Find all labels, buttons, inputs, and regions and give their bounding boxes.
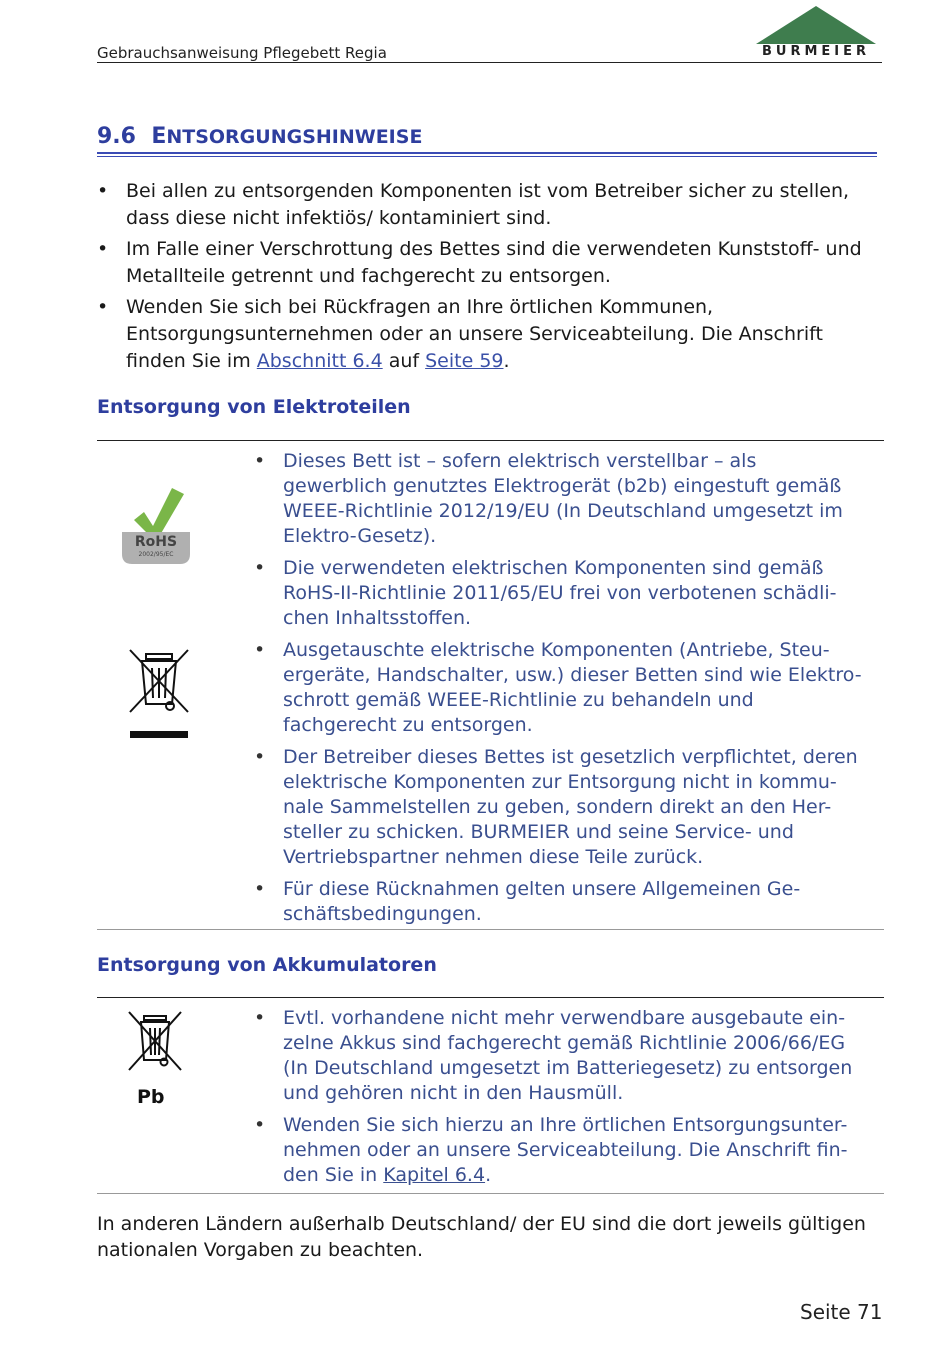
list-item: • Die verwendeten elektrischen Komponenten sind gemäß RoHS-II-Richtlinie 2011/65/EU frei von verbotenen schädli-chen Inhaltsstoffen.	[254, 556, 864, 631]
battery-bin-icon	[126, 1010, 184, 1074]
rohs-sublabel: 2002/95/EC	[138, 551, 174, 558]
list-item-text: .	[503, 350, 510, 372]
rohs-icon	[120, 484, 192, 566]
electro-heading: Entsorgung von Elektroteilen	[97, 396, 411, 418]
list-item-text: Wenden Sie sich bei Rückfragen an Ihre örtlichen Kommunen, Entsorgungsunternehmen oder an unsere Serviceabteilung. Die Anschrift finden Sie im	[126, 296, 823, 372]
table-top-rule	[97, 997, 884, 998]
list-item: • Der Betreiber dieses Bettes ist gesetzlich verpflichtet, deren elektrische Komponenten zur Entsorgung nicht in kommu-nale Sammelstellen zu geben, sondern direkt an den Her-steller zu schicken. BURMEIER und seine Service- und Vertriebspartner nehmen diese Teile zurück.	[254, 745, 864, 870]
logo-text: BURMEIER	[761, 44, 871, 59]
battery-heading: Entsorgung von Akkumulatoren	[97, 954, 437, 976]
table-bottom-rule	[97, 929, 884, 930]
section-title	[97, 124, 422, 149]
document-header-title: Gebrauchsanweisung Pflegebett Regia	[97, 44, 387, 62]
list-item: • Dieses Bett ist – sofern elektrisch verstellbar – als gewerblich genutztes Elektrogerät (b2b) eingestuft gemäß WEEE-Richtlinie 2012/19/EU (In Deutschland umgesetzt im Elektro-Gesetz).	[254, 449, 864, 549]
logo-roof-icon	[756, 6, 876, 44]
list-item-text: auf	[382, 350, 426, 372]
list-item: • Bei allen zu entsorgenden Komponenten ist vom Betreiber sicher zu stellen, dass diese nicht infektiös/ kontaminiert sind.	[97, 178, 877, 232]
section-rule-thin	[97, 156, 877, 157]
list-item: • Im Falle einer Verschrottung des Bettes sind die verwendeten Kunststoff- und Metallteile getrennt und fachgerecht zu entsorgen.	[97, 236, 877, 290]
section-number: 9.6	[97, 124, 136, 149]
header-rule	[97, 62, 882, 63]
battery-bullet-list	[254, 1006, 864, 1195]
list-item-text: .	[485, 1164, 492, 1186]
list-item	[254, 1113, 864, 1188]
link-abschnitt-6-4[interactable]: Abschnitt 6.4	[256, 350, 383, 372]
page-number: Seite 71	[800, 1300, 883, 1324]
list-item: • Ausgetauschte elektrische Komponenten (Antriebe, Steu-ergeräte, Handschalter, usw.) dieser Betten sind wie Elektro-schrott gemäß WEEE-Richtlinie zu behandeln und fachgerecht zu entsorgen.	[254, 638, 864, 738]
link-kapitel-6-4[interactable]: Kapitel 6.4	[383, 1164, 486, 1186]
list-item: • Evtl. vorhandene nicht mehr verwendbare ausgebaute ein-zelne Akkus sind fachgerecht gemäß Richtlinie 2006/66/EG (In Deutschland umgesetzt im Batteriegesetz) zu entsorgen und gehören nicht in den Hausmüll.	[254, 1006, 864, 1106]
list-item-text: Wenden Sie sich hierzu an Ihre örtlichen Entsorgungsunter-nehmen oder an unsere Serviceabteilung. Die Anschrift fin-den Sie in	[283, 1114, 848, 1186]
rohs-label: RoHS	[134, 534, 178, 550]
table-top-rule	[97, 440, 884, 441]
pb-label: Pb	[137, 1086, 165, 1108]
crossed-out-bin-icon	[126, 646, 192, 740]
list-item: • Für diese Rücknahmen gelten unsere Allgemeinen Ge-schäftsbedingungen.	[254, 877, 864, 927]
closing-paragraph: In anderen Ländern außerhalb Deutschland/ der EU sind die dort jeweils gültigen nationalen Vorgaben zu beachten.	[97, 1213, 866, 1261]
section-rule	[97, 152, 877, 154]
intro-bullet-list	[97, 178, 877, 379]
link-seite-59[interactable]: Seite 59	[425, 350, 504, 372]
section-title-rest: NTSORGUNGSHINWEISE	[166, 126, 423, 148]
table-bottom-rule	[97, 1193, 884, 1194]
list-item	[97, 294, 877, 375]
section-title-initial: E	[151, 124, 167, 149]
electro-bullet-list	[254, 449, 864, 934]
